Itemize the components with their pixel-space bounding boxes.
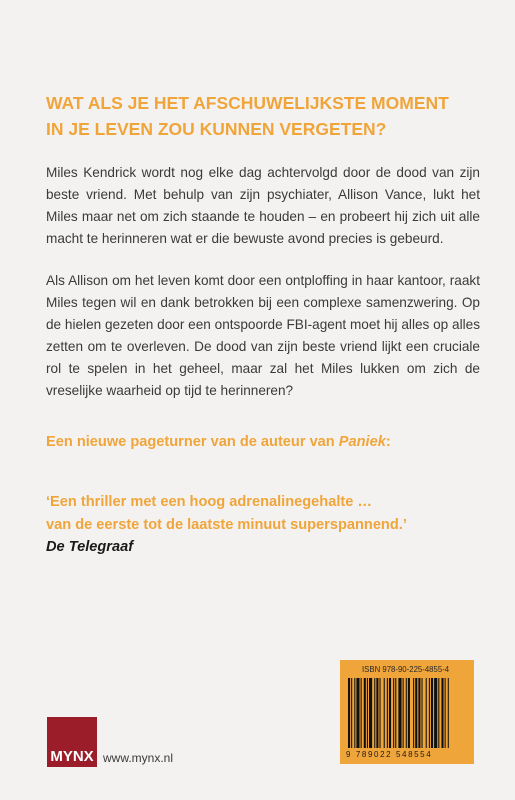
author-tagline	[46, 431, 486, 453]
publisher-logo	[47, 717, 97, 767]
quote-line-2: van de eerste tot de laatste minuut superspannend.’	[46, 517, 407, 533]
publisher-website: www.mynx.nl	[103, 751, 174, 765]
headline-line-1: WAT ALS JE HET AFSCHUWELIJKSTE MOMENT	[46, 93, 449, 113]
publisher-logo-text: MYNX	[50, 748, 94, 765]
quote-source: De Telegraaf	[46, 539, 134, 555]
tagline-book-title: Paniek	[338, 434, 386, 450]
headline-line-2: IN JE LEVEN ZOU KUNNEN VERGETEN?	[46, 119, 387, 139]
barcode-number: 9 789022 548554	[346, 750, 433, 759]
headline	[46, 90, 486, 142]
blurb-paragraph-2: Als Allison om het leven komt door een ontploffing in haar kantoor, raakt Miles tegen wil en dank betrokken bij een complexe samenzwering. Op de hielen gezeten door een ontspoorde FBI-agent moet hij alles op alles zetten om te overleven. De dood van zijn beste vriend lijkt een cruciale rol te spelen in het geheel, maar zal het Miles lukken om zich de vreselijke waarheid op tijd te herinneren?	[46, 273, 480, 398]
quote-line-1: ‘Een thriller met een hoog adrenalinegehalte …	[46, 494, 373, 510]
review-quote	[46, 491, 486, 537]
barcode-box	[340, 660, 474, 764]
isbn-label: ISBN 978-90-225-4855-4	[362, 665, 450, 674]
blurb-paragraph-1: Miles Kendrick wordt nog elke dag achtervolgd door de dood van zijn beste vriend. Met behulp van zijn psychiater, Allison Vance, lukt het Miles maar net om zich staande te houden – en probeert hij zich uit alle macht te herinneren wat er die bewuste avond precies is gebeurd.	[46, 165, 480, 246]
barcode-icon	[348, 678, 466, 750]
tagline-suffix: :	[385, 434, 391, 450]
tagline-prefix: Een nieuwe pageturner van de auteur van	[46, 434, 339, 450]
